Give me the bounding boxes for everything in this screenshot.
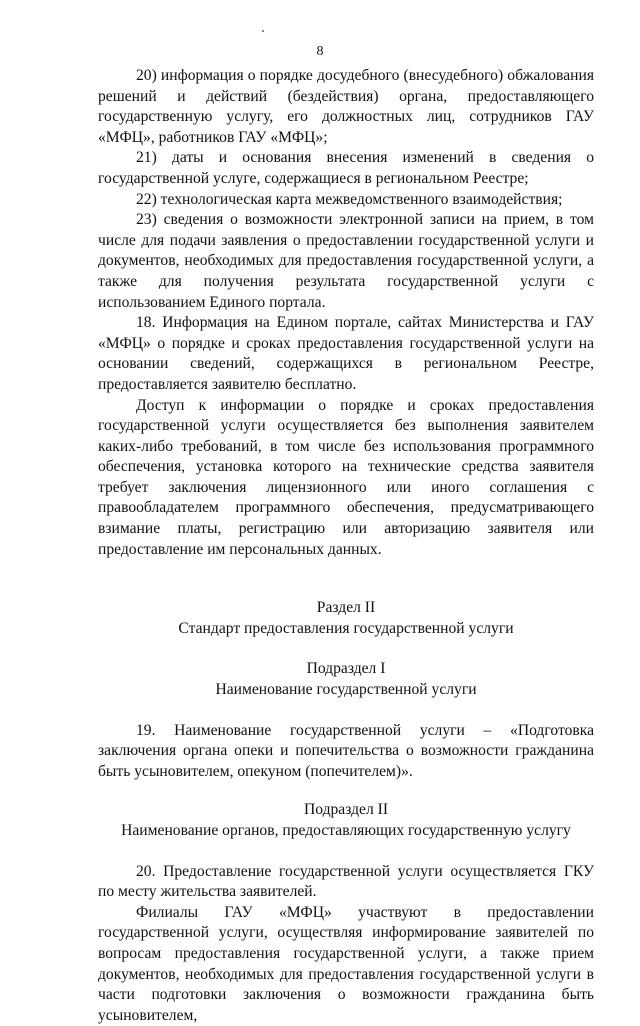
- paragraph-item-21-dates: 21) даты и основания внесения изменений в сведения о государственной услуге, содержащиеся в региональном Реестре;: [98, 149, 594, 187]
- paragraph-access: Доступ к информации о порядке и сроках предоставления государственной услуги осуществляется без выполнения заявителем каких-либо требований, в том числе без использования программного обеспечения, установка которого на технические средства заявителя требует заключения лицензионного или иного соглашения с правообладателем программного обеспечения, предусматривающего взимание платы, регистрацию или авторизацию заявителя или предоставление им персональных данных.: [98, 396, 594, 558]
- paragraph-branches: Филиалы ГАУ «МФЦ» участвуют в предоставлении государственной услуги, осуществляя информирование заявителей по вопросам предоставления государственной услуги, а также прием документов, необходимых для предоставления государственной услуги в части подготовки заключения о возможности гражданина быть усыновителем,: [98, 903, 594, 1024]
- subsection-1-label: Подраздел I: [306, 660, 386, 678]
- document-body: [98, 66, 594, 1026]
- paragraph-20: 20. Предоставление государственной услуги осуществляется ГКУ по месту жительства заявителей.: [98, 862, 594, 901]
- section-title: Стандарт предоставления государственной услуги: [178, 619, 514, 637]
- section-label: Раздел II: [316, 599, 376, 617]
- paragraph-item-23-e-record: 23) сведения о возможности электронной записи на прием, в том числе для подачи заявления о предоставлении государственной услуги и документов, необходимых для предоставления государственной услуги, а также для получения результата государственной услуги с использованием Единого портала.: [98, 211, 594, 311]
- paragraph-item-20-info: 20) информация о порядке досудебного (внесудебного) обжалования решений и действий (бездействия) органа, предоставляющего государственную услугу, его должностных лиц, сотрудников ГАУ «МФЦ», работников ГАУ «МФЦ»;: [98, 67, 594, 146]
- subsection-1-title: Наименование государственной услуги: [215, 681, 477, 699]
- paragraph-18: 18. Информация на Едином портале, сайтах Министерства и ГАУ «МФЦ» о порядке и сроках предоставления государственной услуги на основании сведений, содержащихся в региональном Реестре, предоставляется заявителю бесплатно.: [98, 314, 594, 393]
- paragraph-item-22-tech-card: 22) технологическая карта межведомственного взаимодействия;: [136, 190, 563, 208]
- subsection-2-title: Наименование органов, предоставляющих государственную услугу: [121, 822, 571, 839]
- scan-speck: [262, 30, 264, 32]
- subsection-2-label: Подраздел II: [303, 801, 389, 819]
- page-number: 8: [316, 44, 324, 59]
- paragraph-19: 19. Наименование государственной услуги – «Подготовка заключения органа опеки и попечительства о возможности гражданина быть усыновителем, опекуном (попечителем)».: [98, 721, 594, 780]
